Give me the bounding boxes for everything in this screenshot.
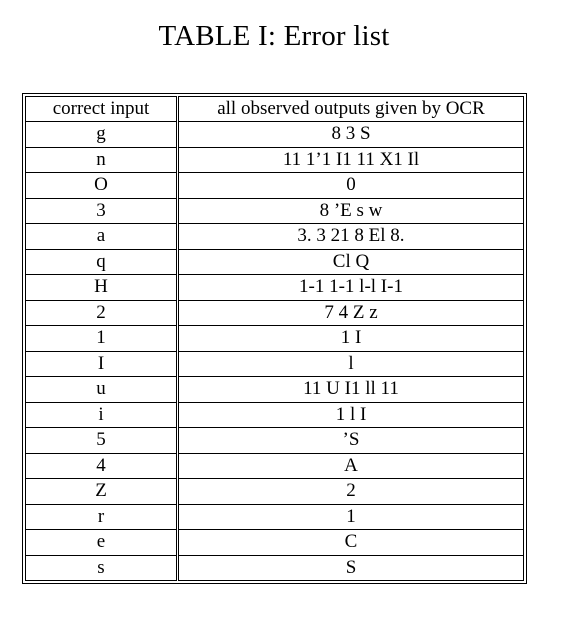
correct-input-cell: 3 <box>26 198 178 224</box>
observed-outputs-cell: C <box>178 530 524 556</box>
correct-input-cell: I <box>26 351 178 377</box>
correct-input-cell: O <box>26 173 178 199</box>
table-row <box>26 173 524 199</box>
observed-outputs-cell: A <box>178 453 524 479</box>
table-row <box>26 530 524 556</box>
observed-outputs-cell: 7 4 Z z <box>178 300 524 326</box>
correct-input-cell: g <box>26 122 178 148</box>
table-row <box>26 326 524 352</box>
observed-outputs-cell: 1-1 1-1 l-l I-1 <box>178 275 524 301</box>
correct-input-cell: q <box>26 249 178 275</box>
table-row <box>26 555 524 581</box>
correct-input-cell: H <box>26 275 178 301</box>
table-row <box>26 351 524 377</box>
header-correct-input: correct input <box>26 97 178 122</box>
header-observed-outputs: all observed outputs given by OCR <box>178 97 524 122</box>
table-row <box>26 275 524 301</box>
observed-outputs-cell: 2 <box>178 479 524 505</box>
table-row <box>26 147 524 173</box>
observed-outputs-cell: 1 I <box>178 326 524 352</box>
observed-outputs-cell: S <box>178 555 524 581</box>
correct-input-cell: n <box>26 147 178 173</box>
correct-input-cell: s <box>26 555 178 581</box>
table-row <box>26 377 524 403</box>
error-list-table-frame <box>22 93 527 584</box>
observed-outputs-cell: Cl Q <box>178 249 524 275</box>
table-row <box>26 249 524 275</box>
table-row <box>26 504 524 530</box>
observed-outputs-cell: 11 1’1 I1 11 X1 Il <box>178 147 524 173</box>
observed-outputs-cell: 1 <box>178 504 524 530</box>
correct-input-cell: 2 <box>26 300 178 326</box>
correct-input-cell: i <box>26 402 178 428</box>
table-row <box>26 224 524 250</box>
correct-input-cell: 5 <box>26 428 178 454</box>
table-row <box>26 402 524 428</box>
observed-outputs-cell: 1 l I <box>178 402 524 428</box>
table-row <box>26 122 524 148</box>
table-row <box>26 428 524 454</box>
error-list-table <box>25 96 524 581</box>
correct-input-cell: Z <box>26 479 178 505</box>
table-caption: TABLE I: Error list <box>158 20 390 52</box>
observed-outputs-cell: l <box>178 351 524 377</box>
observed-outputs-cell: 8 ’E s w <box>178 198 524 224</box>
observed-outputs-cell: 11 U I1 ll 11 <box>178 377 524 403</box>
table-row <box>26 300 524 326</box>
correct-input-cell: r <box>26 504 178 530</box>
table-row <box>26 453 524 479</box>
table-row <box>26 198 524 224</box>
table-row <box>26 479 524 505</box>
observed-outputs-cell: 3. 3 21 8 El 8. <box>178 224 524 250</box>
correct-input-cell: e <box>26 530 178 556</box>
observed-outputs-cell: ’S <box>178 428 524 454</box>
observed-outputs-cell: 0 <box>178 173 524 199</box>
header-row <box>26 97 524 122</box>
correct-input-cell: 4 <box>26 453 178 479</box>
correct-input-cell: a <box>26 224 178 250</box>
correct-input-cell: u <box>26 377 178 403</box>
observed-outputs-cell: 8 3 S <box>178 122 524 148</box>
correct-input-cell: 1 <box>26 326 178 352</box>
table-body <box>26 122 524 581</box>
